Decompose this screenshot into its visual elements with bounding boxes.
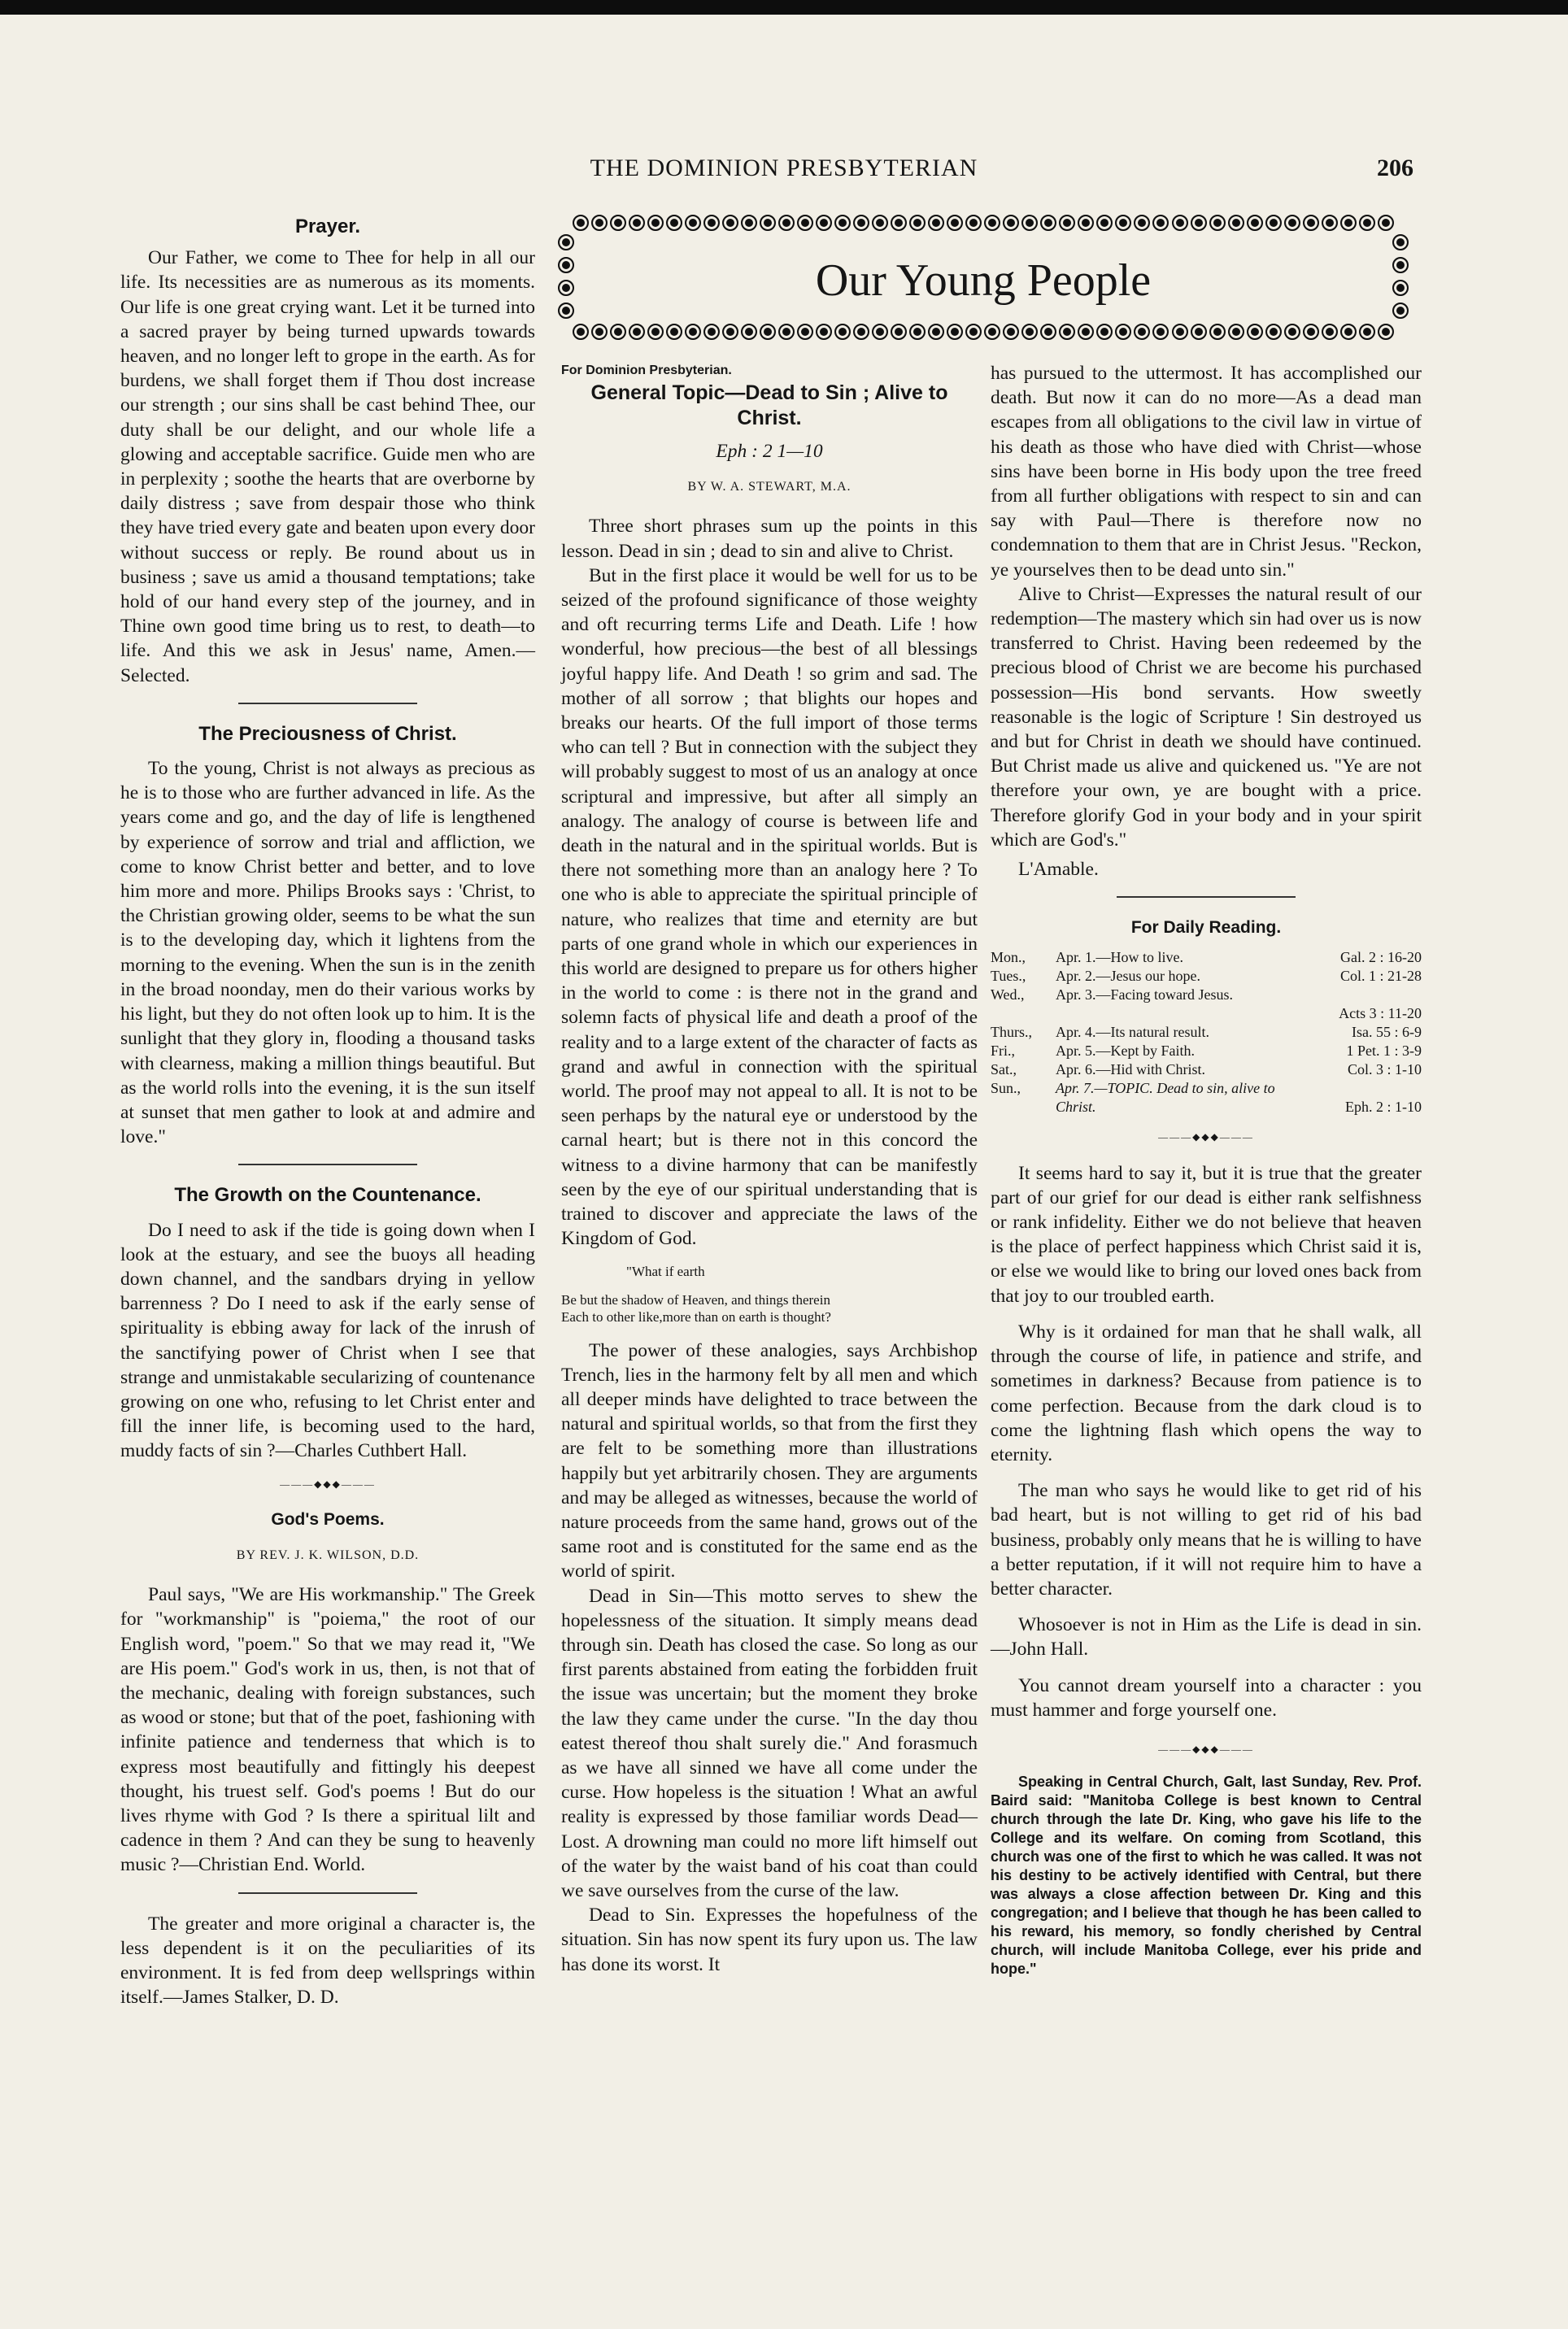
border-dot [947, 324, 963, 340]
daily-reading-day [991, 1098, 1056, 1117]
daily-reading-row [991, 967, 1422, 986]
border-dot [965, 324, 982, 340]
border-dot [1152, 215, 1169, 231]
scan-top-border [0, 0, 1568, 15]
border-dot [1340, 215, 1357, 231]
daily-reading-ref: Eph. 2 : 1-10 [1345, 1099, 1422, 1116]
border-dot [610, 215, 626, 231]
daily-reading-row [991, 1042, 1422, 1060]
daily-reading-day: Fri., [991, 1043, 1016, 1060]
para-4: Dead in Sin—This motto serves to shew the hopelessness of the situation. It simply means dead through sin. Death has closed the case. So long as our first parents abstained from eating the forbidden fruit the issue was uncertain; but the moment they broke the law they came under the curse. "In the day thou eatest thereof thou shalt surely die." And forasmuch as we have all sinned we have all come under the curse. How hopeless is the situation ! What an awful reality is expressed by those familiar words Dead—Lost. A drowning man could no more lift himself out of the water by the waist band of his coat than could we save ourselves from the curse of the law. [561, 1585, 978, 1901]
verse-line-1: "What if earth [626, 1263, 705, 1279]
para-5: Dead to Sin. Expresses the hopefulness of the situation. Sin has now spent its fury upon us. The law has done its worst. It [561, 1905, 978, 1975]
border-dot [1059, 324, 1075, 340]
border-dot [984, 215, 1000, 231]
daily-reading-day: Sun., [991, 1080, 1021, 1097]
daily-reading-row [991, 986, 1422, 1004]
border-dot [591, 215, 608, 231]
border-dot [853, 215, 869, 231]
border-dot [1096, 215, 1113, 231]
daily-reading-text: Christ. [1056, 1099, 1096, 1116]
daily-reading-day [991, 1004, 1056, 1023]
page-header [0, 155, 1568, 203]
border-dot [1078, 215, 1094, 231]
border-dot [1265, 215, 1282, 231]
border-dot [778, 324, 795, 340]
ornament-divider: ———◆◆◆——— [1158, 1743, 1254, 1755]
border-dot [797, 324, 813, 340]
daily-reading-ref: Col. 3 : 1-10 [1347, 1061, 1422, 1078]
border-dot [741, 324, 757, 340]
border-dot [1191, 215, 1207, 231]
daily-reading-text: Apr. 7.—TOPIC. Dead to sin, alive to [1056, 1080, 1275, 1097]
daily-reading-ref: Acts 3 : 11-20 [1339, 1005, 1422, 1022]
border-dot [760, 324, 776, 340]
daily-reading-heading: For Daily Reading. [1130, 918, 1282, 938]
border-dot [666, 215, 682, 231]
daily-reading-ref: Isa. 55 : 6-9 [1352, 1024, 1422, 1041]
border-dot [629, 215, 645, 231]
border-dot [558, 234, 574, 250]
daily-reading-row [991, 1060, 1422, 1079]
para-1: Three short phrases sum up the points in this lesson. Dead in sin ; dead to sin and alive to Christ. [561, 516, 978, 562]
border-dot [1021, 215, 1038, 231]
daily-reading-row [991, 1098, 1422, 1117]
daily-reading-day: Wed., [991, 986, 1025, 1003]
border-dot [1265, 324, 1282, 340]
divider [238, 1892, 417, 1894]
daily-reading-row [991, 1004, 1422, 1023]
para-5: The man who says he would like to get rid of his bad heart, but is not willing to get rid of his bad business, probably only means that he is willing to have a better reputation, if it will not require him to have a better character. [991, 1480, 1422, 1600]
newspaper-page [0, 15, 1568, 2329]
border-dot [1115, 324, 1131, 340]
border-dot [816, 215, 832, 231]
daily-reading-text: Apr. 2.—Jesus our hope. [1056, 968, 1200, 985]
border-dot [573, 324, 589, 340]
border-dot [1322, 215, 1338, 231]
topic-heading: General Topic—Dead to Sin ; Alive to Christ. [590, 381, 948, 429]
preciousness-heading: The Preciousness of Christ. [198, 722, 457, 745]
for-label: For Dominion Presbyterian. [561, 363, 732, 377]
border-dot [1134, 324, 1150, 340]
growth-text: Do I need to ask if the tide is going down when I look at the estuary, and see the buoys all heading down channel, and the sandbars drying in yellow barrenness ? Do I need to ask if the early sense of spirituality is ebbing away for lack of the inrush of the sanctifying power of Christ when I see that strange and unmistakable secularizing of countenance growing on one who, refusing to let Christ enter and fill the inner life, is becoming used to the hard, muddy facts of sin ?—Charles Cuthbert Hall. [120, 1219, 535, 1462]
banner-border-top [573, 215, 1394, 233]
border-dot [685, 215, 701, 231]
border-dot [797, 215, 813, 231]
border-dot [947, 215, 963, 231]
border-dot [1228, 215, 1244, 231]
border-dot [1392, 234, 1409, 250]
border-dot [928, 215, 944, 231]
daily-reading-day: Sat., [991, 1061, 1017, 1078]
border-dot [872, 215, 888, 231]
border-dot [647, 215, 664, 231]
border-dot [629, 324, 645, 340]
border-dot [1021, 324, 1038, 340]
border-dot [722, 324, 738, 340]
daily-reading-text: Apr. 1.—How to live. [1056, 949, 1183, 966]
daily-reading-ref: Gal. 2 : 16-20 [1340, 949, 1422, 966]
border-dot [853, 324, 869, 340]
border-dot [1247, 215, 1263, 231]
border-dot [1340, 324, 1357, 340]
border-dot [1134, 215, 1150, 231]
prayer-heading: Prayer. [294, 215, 361, 237]
border-dot [1040, 324, 1056, 340]
border-dot [965, 215, 982, 231]
border-dot [1378, 215, 1394, 231]
para-7: You cannot dream yourself into a character : you must hammer and forge yourself one. [991, 1674, 1422, 1721]
scripture-ref: Eph : 2 1—10 [716, 441, 823, 462]
border-dot [666, 324, 682, 340]
divider [1117, 896, 1296, 898]
ornament-divider: ———◆◆◆——— [280, 1478, 376, 1490]
column-middle [561, 361, 978, 1977]
daily-reading-day: Thurs., [991, 1024, 1032, 1041]
daily-reading-text: Apr. 6.—Hid with Christ. [1056, 1061, 1206, 1078]
border-dot [573, 215, 589, 231]
border-dot [1284, 324, 1300, 340]
daily-reading-text: Apr. 5.—Kept by Faith. [1056, 1043, 1195, 1060]
signature: L'Amable. [1018, 859, 1099, 881]
poems-text: Paul says, "We are His workmanship." The Greek for "workmanship" is "poiema," the root of our English word, "poem." So that we may read it, "We are His poem." God's work in us, then, is not that of the mechanic, dealing with foreign substances, such as wood or stone; but that of the poet, fashioning with infinite patience and tenderness that which is to express most beautifully and fittingly his deepest thought, his truest self. God's poems ! But do our lives rhyme with God ? Is there a spiritual lilt and cadence in them ? And can they be sung to heavenly music ?—Christian End. World. [120, 1584, 535, 1876]
border-dot [741, 215, 757, 231]
para-3: The power of these analogies, says Archbishop Trench, lies in the harmony felt by all men and which all deeper minds have delighted to trace between the natural and spiritual worlds, so that from the first they are felt to be something more than illustrations happily but yet arbitrarily chosen. They are arguments and may be alleged as witnesses, because the world of nature proceeds from the same hand, grows out of the same root and is constituted for the same end as the world of spirit. [561, 1339, 978, 1582]
daily-reading-row [991, 1023, 1422, 1042]
para-1: has pursued to the uttermost. It has accomplished our death. But now it can do no more—As a dead man escapes from all obligations to the civil law in virtue of his death as those who have died with Christ—whose sins have been borne in His body upon the tree freed from all further obligations with respect to sin and can say with Paul—There is therefore now no condemnation to them that are in Christ Jesus. "Reckon, ye yourselves then to be dead unto sin." [991, 363, 1422, 581]
verse-line-3: Each to other like,more than on earth is thought? [561, 1308, 831, 1325]
divider [238, 1164, 417, 1165]
border-dot [1209, 324, 1226, 340]
border-dot [1303, 215, 1319, 231]
page-number: 206 [1377, 155, 1413, 181]
border-dot [1247, 324, 1263, 340]
border-dot [909, 324, 926, 340]
daily-reading-row [991, 1079, 1422, 1098]
prayer-text: Our Father, we come to Thee for help in all our life. Its necessities are as numerous as its moments. Our life is one great crying want. Let it be turned into a sacred prayer by being turned upwards towards heaven, and no longer left to grope in the earth. As for burdens, we shall forget them if Thou dost increase our strength ; our sins shall be cast behind Thee, our duty shall be our delight, and our whole life a glowing and acceptable sacrifice. Guide men who are in perplexity ; soothe the hearts that are overborne by daily distress ; save from despair those who think they have tried every gate and beaten upon every door without success or reply. Be round about us in business ; save us amid a thousand temptations; take hold of our hand every step of the journey, and in Thine own good time bring us to rest, to death—to life. And this we ask in Jesus' name, Amen.—Selected. [120, 247, 535, 686]
border-dot [816, 324, 832, 340]
galt-notice: Speaking in Central Church, Galt, last Sunday, Rev. Prof. Baird said: "Manitoba College is best known to Central church through the late Dr. King, who gave his life to the College and its welfare. On coming from Scotland, this church was one of the first to which he was called. It was not his destiny to be actively identified with Central, but there was always a close affection between Dr. King and this congregation; and I believe that though he has been called to his reward, his memory, so fondly cherished by Central church, will include Manitoba College, ever his pride and hope." [991, 1774, 1422, 1978]
border-dot [928, 324, 944, 340]
border-dot [1059, 215, 1075, 231]
border-dot [1303, 324, 1319, 340]
daily-reading-row [991, 948, 1422, 967]
daily-reading-day: Tues., [991, 968, 1026, 985]
border-dot [909, 215, 926, 231]
border-dot [722, 215, 738, 231]
young-people-banner [556, 210, 1410, 344]
section-title: Our Young People [815, 255, 1152, 306]
topic-byline: BY W. A. STEWART, M.A. [687, 480, 852, 494]
border-dot [1115, 215, 1131, 231]
border-dot [1172, 215, 1188, 231]
border-dot [1078, 324, 1094, 340]
column-right [991, 361, 1422, 1979]
daily-reading-table [991, 948, 1422, 1117]
daily-reading-ref: 1 Pet. 1 : 3-9 [1346, 1043, 1422, 1060]
border-dot [1359, 215, 1375, 231]
border-dot [1378, 324, 1394, 340]
stalker-text: The greater and more original a character is, the less dependent is it on the peculiarities of its environment. It is fed from deep wellsprings within itself.—James Stalker, D. D. [120, 1913, 535, 2009]
border-dot [1096, 324, 1113, 340]
growth-heading: The Growth on the Countenance. [174, 1184, 481, 1207]
daily-reading-day: Mon., [991, 949, 1026, 966]
border-dot [1152, 324, 1169, 340]
daily-reading-text: Apr. 3.—Facing toward Jesus. [1056, 986, 1233, 1003]
para-2: Alive to Christ—Expresses the natural result of our redemption—The mastery which sin had over us is now transferred to Christ. Having been redeemed by the precious blood of Christ we are become his purchased possession—His bond servants. How sweetly reasonable is the logic of Scripture ! Sin destroyed us and but for Christ in death we should have continued. But Christ made us alive and quickened us. "Ye are not therefore your own, ye are bought with a price. Therefore glorify God in your body and in your spirit which are God's." [991, 583, 1422, 851]
border-dot [703, 215, 720, 231]
border-dot [647, 324, 664, 340]
para-2: But in the first place it would be well for us to be seized of the profound significance of those weighty and oft recurring terms Life and Death. Life ! how wonderful, how precious—the best of all blessings joyful happy life. And Death ! so grim and sad. The mother of all sorrow ; that blights our hopes and breaks our hearts. Of the full import of those terms who can tell ? But in connection with the subject they will probably suggest to most of us an analogy at once scriptural and impressive, but after all simply an analogy. The analogy of course is between life and death in the natural and in the spiritual worlds. But is there not something more than an analogy here ? To one who is able to appreciate the spiritual principle of nature, who realizes that time and eternity are but parts of one grand whole in which our experiences in this world are designed to prepare us for others higher in the world to come : is there not in the grand and solemn facts of physical life and death a proof of the reality and to a large extent of the character of facts as grand and awful in connection with the spiritual world. The proof may not appeal to all. It is not to be seen perhaps by the natural eye or understood by the carnal heart; but is there not in this concord the witness to a divine harmony that can be manifestly seen by the eye of our spiritual understanding that is trained to discover and appreciate the laws of the Kingdom of God. [561, 564, 978, 1250]
preciousness-text: To the young, Christ is not always as precious as he is to those who are further advanced in life. As the years come and go, and the day of life is lengthened by experience of sorrow and trial and affliction, we come to know Christ better and better, and to love him more and more. Philips Brooks says : 'Christ, to the Christian growing older, seems to be what the sun is to the developing day, which it lightens from the morning to the evening. When the sun is in the zenith in the broad noonday, men do their various works by his light, but they do not often look up to him. It is the sunlight that they glory in, flooding a thousand tasks with clearness, making a million things beautiful. But as the world rolls into the evening, it is the sun itself at sunset that men gather to look at and admire and love." [120, 758, 535, 1148]
border-dot [1228, 324, 1244, 340]
border-dot [1322, 324, 1338, 340]
border-dot [1284, 215, 1300, 231]
border-dot [891, 215, 907, 231]
para-4: Why is it ordained for man that he shall walk, all through the course of life, in patience and strife, and sometimes in darkness? Because from patience is to come perfection. Because from the dark cloud is to come the lightning flash which opens the way to eternity. [991, 1321, 1422, 1465]
verse-line-2: Be but the shadow of Heaven, and things therein [561, 1291, 830, 1308]
border-dot [591, 324, 608, 340]
border-dot [834, 215, 851, 231]
banner-border-bottom [573, 324, 1394, 342]
daily-reading-ref [1322, 986, 1422, 1004]
border-dot [610, 324, 626, 340]
border-dot [1191, 324, 1207, 340]
poems-byline: BY REV. J. K. WILSON, D.D. [236, 1548, 420, 1562]
border-dot [778, 215, 795, 231]
border-dot [1040, 215, 1056, 231]
border-dot [984, 324, 1000, 340]
border-dot [891, 324, 907, 340]
daily-reading-text [1056, 1004, 1322, 1023]
poems-heading: God's Poems. [271, 1509, 385, 1529]
daily-reading-ref [1322, 1079, 1422, 1098]
divider [238, 703, 417, 704]
para-6: Whosoever is not in Him as the Life is dead in sin.—John Hall. [991, 1614, 1422, 1661]
border-dot [834, 324, 851, 340]
border-dot [703, 324, 720, 340]
masthead-title: THE DOMINION PRESBYTERIAN [590, 155, 978, 181]
para-3: It seems hard to say it, but it is true that the greater part of our grief for our dead is either rank selfishness or rank infidelity. Either we do not believe that heaven is the place of perfect happiness which Christ said it is, or else we would like to bring our loved ones back from that joy to our troubled earth. [991, 1162, 1422, 1307]
border-dot [760, 215, 776, 231]
border-dot [1003, 215, 1019, 231]
border-dot [685, 324, 701, 340]
daily-reading-ref: Col. 1 : 21-28 [1339, 968, 1422, 985]
border-dot [1172, 324, 1188, 340]
column-left [120, 210, 535, 2009]
border-dot [1359, 324, 1375, 340]
ornament-divider: ———◆◆◆——— [1158, 1131, 1254, 1143]
border-dot [872, 324, 888, 340]
border-dot [1209, 215, 1226, 231]
border-dot [1003, 324, 1019, 340]
daily-reading-text: Apr. 4.—Its natural result. [1056, 1024, 1209, 1041]
